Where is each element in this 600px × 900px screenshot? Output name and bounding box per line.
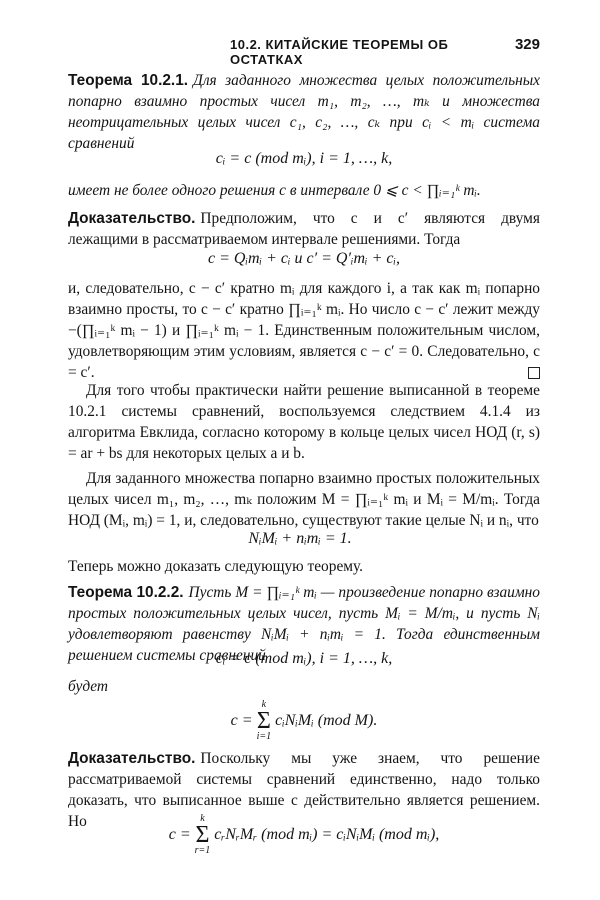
proof2-formula bbox=[68, 814, 540, 856]
sum-lower-limit: r=1 bbox=[194, 845, 211, 856]
theorem1-conclusion: имеет не более одного решения c в интервале 0 ⩽ c < ∏ᵢ₌₁ᵏ mᵢ. bbox=[68, 182, 481, 199]
theorem1-congruence-formula: cᵢ = c (mod mᵢ), i = 1, …, k, bbox=[215, 150, 393, 167]
proof1-formula: c = Qᵢmᵢ + cᵢ и c′ = Q′ᵢmᵢ + cᵢ, bbox=[208, 250, 400, 267]
budet-word: будет bbox=[68, 678, 109, 695]
sum-sigma bbox=[195, 814, 211, 856]
proof-text: Поскольку мы уже знаем, что решение рассматриваемой системы сравнений единственно, надо только доказать, что выписанное выше c действительно является решением. Но bbox=[68, 750, 540, 830]
running-header bbox=[230, 36, 540, 67]
theorem-10-2-1 bbox=[68, 70, 540, 154]
formula-rhs: cᵢNᵢMᵢ (mod M). bbox=[275, 712, 378, 729]
chapter-title: 10.2. КИТАЙСКИЕ ТЕОРЕМЫ ОБ ОСТАТКАХ bbox=[230, 37, 449, 67]
formula-lhs: c = bbox=[168, 826, 191, 843]
sigma-symbol-icon: Σ bbox=[256, 708, 271, 734]
sum-upper-limit: k bbox=[261, 699, 267, 710]
qed-square-icon bbox=[528, 367, 540, 379]
theorem2-solution-formula bbox=[68, 700, 540, 742]
theorem-label: Теорема 10.2.1. bbox=[68, 72, 189, 89]
formula-lhs: c = bbox=[230, 712, 253, 729]
formula-rhs: cᵣNᵣMᵣ (mod mᵢ) = cᵢNᵢMᵢ (mod mᵢ), bbox=[214, 826, 440, 843]
proof-body-text: и, следовательно, c − c′ кратно mᵢ для каждого i, а так как mᵢ попарно взаимно просты, то c − c′ кратно ∏ᵢ₌₁ᵏ mᵢ. Но число c − c′ лежит между −(∏ᵢ₌₁ᵏ mᵢ − 1) и ∏ᵢ₌₁ᵏ mᵢ − 1. Единственным положительным числом, удовлетворяющим этим условиям, является c − c′ = 0. Следовательно, c = c′. bbox=[68, 280, 540, 381]
theorem-statement: Пусть M = ∏ᵢ₌₁ᵏ mᵢ — произведение попарно взаимно простых положительных целых чисел, пусть Mᵢ = M/mᵢ, и пусть Nᵢ удовлетворяют равенству NᵢMᵢ + nᵢmᵢ = 1. Тогда единственным решением системы сравнений bbox=[68, 584, 540, 664]
proof-text: Предположим, что c и c′ являются двумя лежащими в рассматриваемом интервале решениями. Тогда bbox=[68, 210, 540, 248]
proof-label: Доказательство. bbox=[68, 210, 196, 227]
sum-upper-limit: k bbox=[200, 813, 205, 824]
theorem2-congruence-formula: cᵢ = c (mod mᵢ), i = 1, …, k, bbox=[215, 650, 393, 667]
theorem-statement: Для заданного множества целых положительных попарно взаимно простых чисел m₁, m₂, …, mₖ и множества неотрицательных целых чисел c₁, c₂, …, cₖ при cᵢ < mᵢ система сравнений bbox=[68, 72, 540, 152]
paragraph-euclid: Для того чтобы практически найти решение выписанной в теореме 10.2.1 системы сравнений, воспользуемся следствием 4.1.4 из алгоритма Евклида, согласно которому в кольце целых чисел НОД (r, s) = ar + bs для некоторых целых a и b. bbox=[68, 382, 540, 462]
sigma-symbol-icon: Σ bbox=[195, 822, 210, 848]
sum-sigma bbox=[257, 700, 272, 742]
theorem-label: Теорема 10.2.2. bbox=[68, 584, 184, 601]
proof-1-intro bbox=[68, 208, 540, 250]
paragraph-transition: Теперь можно доказать следующую теорему. bbox=[68, 558, 364, 575]
solution-sum bbox=[231, 700, 378, 742]
formula-n-m: NᵢMᵢ + nᵢmᵢ = 1. bbox=[248, 530, 352, 547]
sum-lower-limit: i=1 bbox=[256, 731, 272, 742]
paragraph-definitions: Для заданного множества попарно взаимно простых положительных целых чисел m₁, m₂, …, mₖ положим M = ∏ᵢ₌₁ᵏ mᵢ и Mᵢ = M/mᵢ. Тогда НОД (Mᵢ, mᵢ) = 1, и, следовательно, существуют такие целые Nᵢ и nᵢ, что bbox=[68, 470, 540, 529]
page-number: 329 bbox=[514, 36, 540, 53]
proof-label: Доказательство. bbox=[68, 750, 196, 767]
proof2-sum bbox=[169, 814, 440, 856]
proof-1-body bbox=[68, 278, 540, 383]
